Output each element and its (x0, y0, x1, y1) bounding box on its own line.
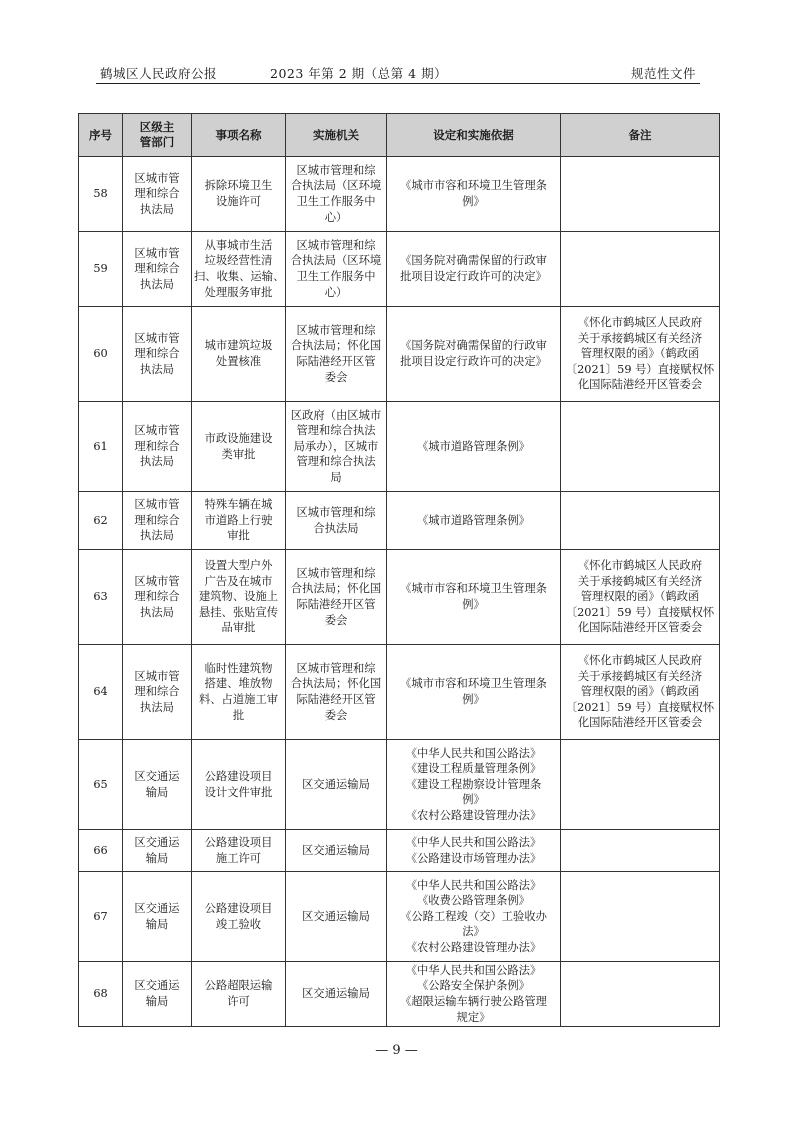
cell-text-line: 区城市管 (134, 574, 180, 588)
agency-cell (286, 962, 387, 1027)
cell-text-line: 公路建设项目 (204, 769, 273, 783)
item-name-cell (192, 307, 286, 402)
department-cell (123, 962, 192, 1027)
cell-text-line: 《农村公路建设管理办法》 (405, 940, 542, 954)
item-name-cell (192, 872, 286, 962)
item-name-cell (192, 645, 286, 740)
cell-text-line: 卫生工作服务中 (296, 270, 376, 283)
cell-text-line: 理和综合 (134, 590, 180, 604)
cell-text-line: 区交通运输局 (302, 909, 370, 923)
remark-cell (561, 740, 720, 830)
cell-text-line: 卫生工作服务中 (296, 195, 376, 208)
item-name-cell (192, 157, 286, 232)
cell-text-line: 《公路工程竣（交）工验收办 (400, 909, 547, 923)
serial-number-cell: 58 (79, 157, 123, 232)
cell-text-line: 区城市管理和综 (296, 238, 376, 252)
remark-cell (561, 550, 720, 645)
department-cell (123, 872, 192, 962)
cell-text-line: 区城市管理和综 (296, 566, 376, 580)
cell-text-line: 公路超限运输 (204, 979, 273, 993)
table-row (79, 872, 720, 962)
basis-cell (387, 492, 561, 550)
cell-text-line: 例》 (462, 693, 485, 706)
cell-text-line: 〔2021〕59 号）直接赋权怀 (565, 605, 715, 619)
cell-text-line: 区交通运输局 (302, 843, 370, 857)
agency-cell (286, 307, 387, 402)
agency-cell (286, 830, 387, 872)
remark-cell (561, 872, 720, 962)
cell-text-line: 《城市道路管理条例》 (417, 439, 530, 453)
department-cell (123, 307, 192, 402)
cell-text-line: 料、占道施工审 (198, 693, 279, 706)
cell-text-line: 审批 (227, 529, 250, 543)
cell-text-line: 关于承接鹤城区有关经济 (577, 669, 703, 683)
table-row (79, 232, 720, 307)
cell-text-line: 理和综合 (134, 685, 180, 699)
basis-cell (387, 645, 561, 740)
table-header-row (79, 114, 720, 157)
table-row (79, 402, 720, 492)
cell-text-line: 委会 (324, 613, 348, 627)
cell-text-line: 执法局 (140, 202, 174, 216)
cell-text-line: 设施许可 (215, 195, 262, 208)
table-row (79, 962, 720, 1027)
cell-text-line: 输局 (145, 995, 169, 1008)
cell-text-line: 委会 (324, 370, 348, 384)
issue-number: 2023 年第 2 期（总第 4 期） (270, 66, 448, 81)
cell-text-line: 区城市管 (134, 331, 180, 345)
cell-text-line: 〔2021〕59 号）直接赋权怀 (565, 362, 715, 376)
cell-text-line: 执法局 (140, 362, 174, 376)
basis-cell (387, 830, 561, 872)
cell-text-line: 例》 (462, 195, 485, 208)
cell-text-line: 化国际陆港经开区管委会 (577, 716, 703, 730)
basis-cell (387, 157, 561, 232)
cell-text-line: 合执法局；怀化国 (290, 339, 382, 353)
cell-text-line: 管理权限的函》（鹤政函 (580, 347, 700, 361)
serial-number-cell: 60 (79, 307, 123, 402)
serial-number-cell: 65 (79, 740, 123, 830)
table-row (79, 645, 720, 740)
cell-text-line: 《公路安全保护条例》 (417, 979, 530, 993)
agency-cell (286, 492, 387, 550)
basis-cell (387, 872, 561, 962)
cell-text-line: 理和综合 (134, 187, 180, 201)
department-cell (123, 232, 192, 307)
cell-text-line: 批 (232, 708, 245, 722)
page-number: — 9 — (375, 1043, 418, 1058)
table-row (79, 740, 720, 830)
basis-cell (387, 402, 561, 492)
cell-text-line: 管理和综合执法 (296, 455, 376, 469)
cell-text-line: 《国务院对确需保留的行政审 (400, 339, 547, 353)
item-name-cell (192, 402, 286, 492)
cell-text-line: 《怀化市鹤城区人民政府 (577, 654, 703, 668)
cell-text-line: 区城市管 (134, 498, 180, 512)
cell-text-line: 理和综合 (134, 347, 180, 361)
cell-text-line: 处理服务审批 (204, 285, 273, 299)
cell-text-line: 设计文件审批 (204, 785, 273, 799)
column-header: 实施机关 (286, 114, 387, 157)
column-header: 区级主管部门 (123, 114, 192, 157)
cell-text-line: 区城市管 (134, 669, 180, 683)
cell-text-line: 区交通运 (134, 979, 180, 993)
cell-text-line: 区城市管理和综 (296, 163, 376, 177)
cell-text-line: 竣工验收 (215, 917, 262, 931)
cell-text-line: 城市建筑垃圾 (204, 339, 273, 353)
cell-text-line: 《国务院对确需保留的行政审 (400, 254, 547, 268)
cell-text-line: 《中华人民共和国公路法》 (405, 878, 542, 892)
table-body (79, 157, 720, 1027)
cell-text-line: 区交通运输局 (302, 987, 370, 1001)
serial-number-cell: 59 (79, 232, 123, 307)
agency-cell (286, 550, 387, 645)
cell-text-line: 施工许可 (215, 851, 262, 865)
cell-text-line: 市政设施建设 (204, 431, 273, 445)
cell-text-line: 特殊车辆在城 (204, 498, 273, 512)
cell-text-line: 化国际陆港经开区管委会 (577, 621, 703, 635)
cell-text-line: 委会 (324, 708, 348, 722)
bulletin-title: 鹤城区人民政府公报 (100, 66, 218, 81)
cell-text-line: 管理和综合执法 (296, 424, 376, 438)
cell-text-line: 执法局 (140, 605, 174, 619)
cell-text-line: 从事城市生活 (204, 238, 273, 252)
cell-text-line: 区城市管 (134, 246, 180, 260)
column-header: 事项名称 (192, 114, 286, 157)
cell-text-line: 《中华人民共和国公路法》 (405, 963, 542, 977)
cell-text-line: 合执法局（区环境 (290, 179, 382, 193)
remark-cell (561, 307, 720, 402)
column-header: 序号 (79, 114, 123, 157)
cell-text-line: 区交通运输局 (302, 777, 370, 791)
cell-text-line: 执法局 (140, 700, 174, 714)
cell-text-line: 拆除环境卫生 (204, 179, 273, 193)
cell-text-line: 理和综合 (134, 439, 180, 453)
department-cell (123, 740, 192, 830)
cell-text-line: 理和综合 (134, 513, 180, 527)
cell-text-line: 区城市管 (134, 171, 180, 185)
cell-text-line: 建筑物、设施上 (198, 590, 279, 604)
item-name-cell (192, 492, 286, 550)
cell-text-line: 市道路上行驶 (204, 513, 273, 527)
serial-number-cell: 66 (79, 830, 123, 872)
cell-text-line: 《农村公路建设管理办法》 (405, 808, 542, 822)
cell-text-line: 类审批 (221, 447, 256, 461)
cell-text-line: 例》 (462, 598, 485, 611)
department-cell (123, 492, 192, 550)
cell-text-line: 化国际陆港经开区管委会 (577, 378, 703, 392)
item-name-cell (192, 962, 286, 1027)
item-name-cell (192, 232, 286, 307)
cell-text-line: 搭建、堆放物 (204, 677, 273, 691)
table-row (79, 550, 720, 645)
agency-cell (286, 645, 387, 740)
remark-cell (561, 232, 720, 307)
section-title: 规范性文件 (630, 66, 696, 81)
agency-cell (286, 740, 387, 830)
serial-number-cell: 62 (79, 492, 123, 550)
cell-text-line: 关于承接鹤城区有关经济 (577, 331, 703, 345)
serial-number-cell: 68 (79, 962, 123, 1027)
agency-cell (286, 872, 387, 962)
serial-number-cell: 63 (79, 550, 123, 645)
column-header: 备注 (561, 114, 720, 157)
cell-text-line: 批项目设定行政许可的决定》 (400, 270, 547, 283)
cell-text-line: 例》 (462, 793, 485, 807)
cell-text-line: 扫、收集、运输、 (194, 270, 285, 283)
serial-number-cell: 61 (79, 402, 123, 492)
cell-text-line: 广告及在城市 (204, 574, 273, 588)
remark-cell (561, 157, 720, 232)
basis-cell (387, 962, 561, 1027)
cell-text-line: 公路建设项目 (204, 835, 273, 849)
item-name-cell (192, 740, 286, 830)
table-row (79, 157, 720, 232)
cell-text-line: 〔2021〕59 号）直接赋权怀 (565, 700, 715, 714)
department-cell (123, 645, 192, 740)
cell-text-line: 《收费公路管理条例》 (417, 894, 530, 908)
column-header: 设定和实施依据 (387, 114, 561, 157)
cell-text-line: 际陆港经开区管 (296, 355, 376, 368)
item-name-cell (192, 830, 286, 872)
cell-text-line: 《城市市容和环境卫生管理条 (400, 179, 547, 193)
cell-text-line: 心） (324, 210, 348, 224)
cell-text-line: 输局 (145, 785, 169, 799)
cell-text-line: 品审批 (221, 621, 256, 635)
agency-cell (286, 402, 387, 492)
cell-text-line: 《超限运输车辆行驶公路管理 (400, 995, 547, 1008)
cell-text-line: 际陆港经开区管 (296, 693, 376, 706)
cell-text-line: 许可 (227, 995, 250, 1008)
cell-text-line: 理和综合 (134, 262, 180, 276)
cell-text-line: 输局 (145, 851, 169, 865)
cell-text-line: 规定》 (456, 1010, 491, 1024)
cell-text-line: 合执法局 (313, 521, 359, 535)
cell-text-line: 区城市管理和综 (296, 661, 376, 675)
cell-text-line: 关于承接鹤城区有关经济 (577, 574, 703, 588)
cell-text-line: 《建设工程勘察设计管理条 (405, 777, 542, 791)
agency-cell (286, 157, 387, 232)
cell-text-line: 区交通运 (134, 769, 180, 783)
cell-text-line: 区交通运 (134, 835, 180, 849)
cell-text-line: 管理权限的函》（鹤政函 (580, 590, 700, 604)
basis-cell (387, 307, 561, 402)
remark-cell (561, 402, 720, 492)
cell-text-line: 执法局 (140, 455, 174, 469)
cell-text-line: 合执法局；怀化国 (290, 582, 382, 596)
cell-text-line: 批项目设定行政许可的决定》 (400, 355, 547, 368)
cell-text-line: 《怀化市鹤城区人民政府 (577, 559, 703, 573)
cell-text-line: 区政府（由区城市 (290, 408, 382, 422)
cell-text-line: 执法局 (140, 277, 174, 291)
cell-text-line: 局 (330, 470, 342, 484)
remark-cell (561, 645, 720, 740)
remark-cell (561, 962, 720, 1027)
basis-cell (387, 740, 561, 830)
cell-text-line: 《怀化市鹤城区人民政府 (577, 316, 703, 330)
cell-text-line: 合执法局；怀化国 (290, 677, 382, 691)
cell-text-line: 《城市市容和环境卫生管理条 (400, 582, 547, 596)
table-row (79, 830, 720, 872)
cell-text-line: 局承办），区城市 (293, 439, 379, 453)
cell-text-line: 设置大型户外 (204, 559, 273, 573)
department-cell (123, 550, 192, 645)
cell-text-line: 际陆港经开区管 (296, 598, 376, 611)
cell-text-line: 悬挂、张贴宣传 (198, 605, 279, 619)
table-row (79, 307, 720, 402)
agency-cell (286, 232, 387, 307)
remark-cell (561, 830, 720, 872)
serial-number-cell: 67 (79, 872, 123, 962)
cell-text-line: 区城市管理和综 (296, 323, 376, 337)
cell-text-line: 公路建设项目 (204, 901, 273, 915)
item-name-cell (192, 550, 286, 645)
cell-text-line: 垃圾经营性清 (204, 254, 273, 268)
cell-text-line: 管理权限的函》（鹤政函 (580, 685, 700, 699)
basis-cell (387, 232, 561, 307)
cell-text-line: 合执法局（区环境 (290, 254, 382, 268)
basis-cell (387, 550, 561, 645)
cell-text-line: 输局 (145, 917, 169, 931)
cell-text-line: 处置核准 (215, 355, 262, 368)
cell-text-line: 执法局 (140, 529, 174, 543)
remark-cell (561, 492, 720, 550)
table-row (79, 492, 720, 550)
cell-text-line: 区交通运 (134, 901, 180, 915)
page-header (100, 62, 696, 84)
cell-text-line: 心） (324, 285, 348, 299)
header-rule (96, 83, 700, 84)
cell-text-line: 法》 (462, 925, 485, 939)
serial-number-cell: 64 (79, 645, 123, 740)
cell-text-line: 《建设工程质量管理条例》 (405, 762, 542, 776)
department-cell (123, 830, 192, 872)
cell-text-line: 临时性建筑物 (204, 661, 273, 675)
cell-text-line: 区城市管 (134, 424, 180, 438)
cell-text-line: 《中华人民共和国公路法》 (405, 746, 542, 760)
cell-text-line: 《公路建设市场管理办法》 (405, 851, 542, 865)
department-cell (123, 402, 192, 492)
cell-text-line: 区城市管理和综 (296, 505, 376, 519)
approval-items-table (78, 113, 720, 1027)
department-cell (123, 157, 192, 232)
cell-text-line: 《城市道路管理条例》 (417, 513, 530, 527)
cell-text-line: 《中华人民共和国公路法》 (405, 835, 542, 849)
cell-text-line: 《城市市容和环境卫生管理条 (400, 677, 547, 691)
